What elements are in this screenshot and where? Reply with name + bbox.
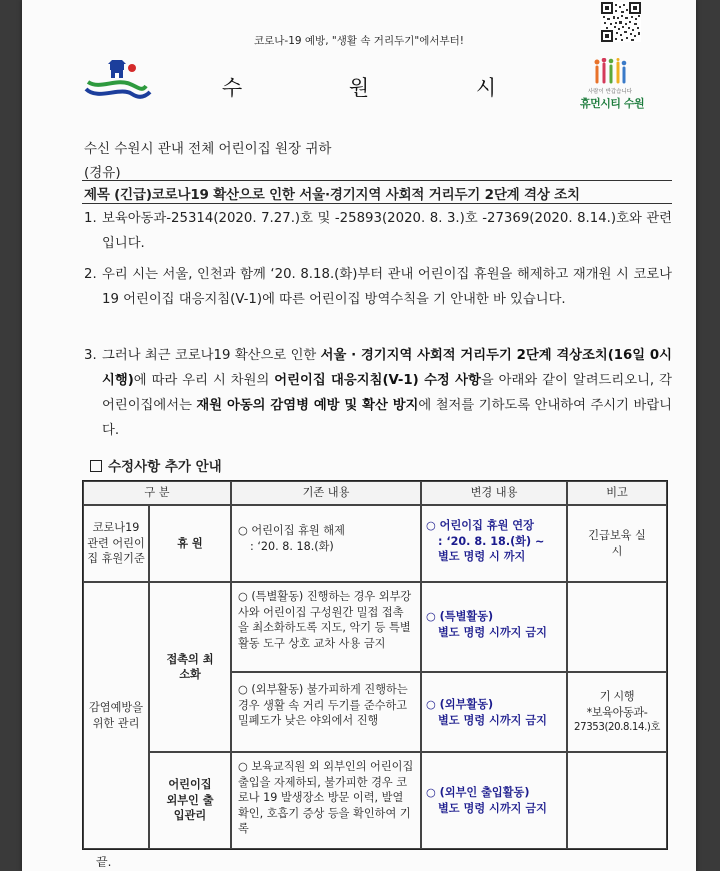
row2-note [567,582,667,672]
row2-changed [421,582,567,672]
header-category: 구 분 [83,481,231,505]
row1-existing [231,505,421,582]
subject-divider [82,203,672,204]
paragraph-3-number: 3. [84,348,97,363]
qr-code [601,2,641,42]
row3-changed-b: 별도 명령 시까지 금지 [438,713,547,727]
checkbox-square-icon [90,460,102,472]
p3-emphasis-distancing: 서울 · 경기지역 사회적 거리두기 2단계 격상조치(16일 0시 시행) [102,348,673,388]
row3-note [567,672,667,752]
row1-changed [421,505,567,582]
humancity-suwon-logo [580,58,645,110]
row2-changed-a: ○ (특별활동) [426,610,494,623]
paragraph-3-text [102,343,672,443]
header-changed: 변경 내용 [421,481,567,505]
revision-table [82,480,668,850]
p3-part-e: 을 아래와 같이 알려드리오니, 각 어린이집에서는 [102,373,672,413]
header-note: 비고 [567,481,667,505]
row3-changed [421,672,567,752]
row3-note-a: 기 시행 [599,690,635,703]
row4-changed [421,752,567,849]
via-line: (경유) [84,165,121,181]
row3-note-c: 27353(20.8.14.)호 [574,722,660,733]
header-divider [82,180,672,181]
paragraph-3 [84,343,672,443]
paragraph-1 [84,206,672,256]
paragraph-2-number: 2. [84,267,97,282]
humancity-name: 휴먼시티 수원 [580,97,645,110]
row1-changed-c: 별도 명령 시 까지 [438,550,526,563]
p3-emphasis-prevention: 재원 아동의 감염병 예방 및 확산 방지 [196,398,419,413]
row3-existing: ○ (외부활동) 불가피하게 진행하는 경우 생활 속 거리 두기를 준수하고 밀폐도가 낮은 야외에서 진행 [231,672,421,752]
row2-sub: 접촉의 최소화 [149,582,231,752]
paragraph-2 [84,262,672,312]
paragraph-2-text: 우리 시는 서울, 인천과 함께 ‘20. 8.18.(화)부터 관내 어린이집 휴원을 해제하고 재개원 시 코로나19 어린이집 대응지침(V-1)에 따른 어린이집 방역수칙을 기 안내한 바 있습니다. [102,267,672,307]
row3-changed-a: ○ (외부활동) [426,698,494,711]
p3-part-a: 그러나 최근 코로나19 확산으로 인한 [102,348,321,363]
row4-changed-b: 별도 명령 시까지 금지 [438,801,547,815]
header-existing: 기존 내용 [231,481,421,505]
p3-part-c: 에 따라 우리 시 차원의 [133,373,275,388]
row4-note [567,752,667,849]
row2-changed-b: 별도 명령 시까지 금지 [438,625,547,639]
document-page [22,0,696,871]
row1-changed-b: : ‘20. 8. 18.(화) ~ [438,534,545,548]
paragraph-1-text: 보육아동과-25314(2020. 7.27.)호 및 -25893(2020. 8. 3.)호 -27369(2020. 8.14.)호와 관련입니다. [102,211,672,251]
row4-existing: ○ 보육교직원 외 외부인의 어린이집 출입을 자제하되, 불가피한 경우 코로나 19 발생장소 방문 이력, 발열 확인, 호흡기 증상 등을 확인하여 기록 [231,752,421,849]
row1-note: 긴급보육 실시 [567,505,667,582]
p3-emphasis-guideline: 어린이집 대응지침(V-1) 수정 사항 [274,373,481,388]
row2-existing: ○ (특별활동) 진행하는 경우 외부강사와 어린이집 구성원간 밀접 접촉을 최소화하도록 지도, 악기 등 특별활동 도구 상호 교차 사용 금지 [231,582,421,672]
row1-existing-b: : ‘20. 8. 18.(화) [250,539,334,553]
subject-line: 제목 (긴급)코로나19 확산으로 인한 서울·경기지역 사회적 거리두기 2단계 격상 조치 [84,187,580,203]
end-mark: 끝. [96,855,112,869]
paragraph-1-number: 1. [84,211,97,226]
row3-note-b: *보육아동과- [586,705,648,719]
document-title: 수 원 시 [221,76,547,100]
row4-changed-a: ○ (외부인 출입활동) [426,786,530,799]
section-title [90,455,222,475]
humancity-figures-icon [592,58,628,84]
p3-part-g: 에 철저를 기하도록 안내하여 주시기 바랍니다. [102,398,673,438]
row1-existing-a: ○ 어린이집 휴원 해제 [238,524,345,537]
row4-sub: 어린이집 외부인 출입관리 [149,752,231,849]
recipient-line: 수신 수원시 관내 전체 어린이집 원장 귀하 [84,141,332,157]
row1-changed-a: ○ 어린이집 휴원 연장 [426,519,534,532]
slogan: 코로나-19 예방, "생활 속 거리두기"에서부터! [254,35,464,47]
section-title-text: 수정사항 추가 안내 [108,459,222,475]
row1-sub: 휴 원 [149,505,231,582]
row2-group: 감염예방을 위한 관리 [83,582,149,849]
row1-group: 코로나19 관련 어린이집 휴원기준 [83,505,149,582]
humancity-tagline: 사람이 반갑습니다 [587,89,633,95]
